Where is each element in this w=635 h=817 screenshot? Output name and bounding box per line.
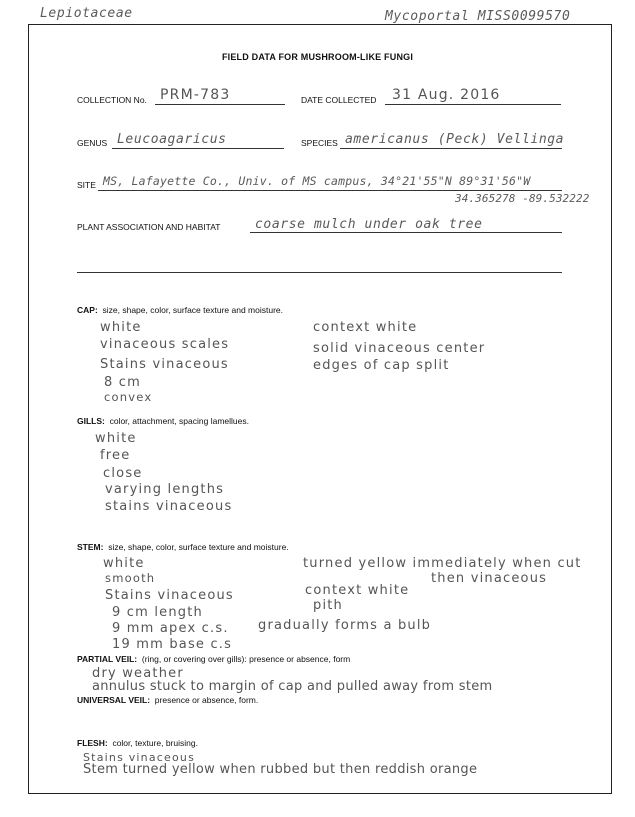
flesh-note: Stem turned yellow when rubbed but then reddish orange	[83, 762, 478, 777]
cap-note: 8 cm	[104, 375, 142, 390]
habitat-value[interactable]: coarse mulch under oak tree	[255, 217, 483, 232]
habitat-label: PLANT ASSOCIATION AND HABITAT	[77, 222, 221, 232]
cap-note: Stains vinaceous	[100, 357, 229, 372]
collection-value[interactable]: PRM-783	[160, 87, 231, 103]
habitat-line	[250, 232, 562, 233]
gills-note: free	[100, 448, 131, 463]
partial-veil-note: annulus stuck to margin of cap and pulled away from stem	[92, 679, 493, 694]
species-label: SPECIES	[301, 138, 338, 148]
stem-note: turned yellow immediately when cut	[303, 556, 582, 571]
species-line	[340, 148, 562, 149]
date-line	[385, 104, 561, 105]
stem-note: 9 cm length	[112, 605, 203, 620]
genus-line	[112, 148, 284, 149]
habitat-line-2	[77, 272, 562, 273]
flesh-note: Stains vinaceous	[83, 751, 196, 764]
genus-value[interactable]: Leucoagaricus	[117, 132, 227, 147]
stem-note: pith	[313, 598, 344, 613]
flesh-heading: FLESH: color, texture, bruising.	[77, 738, 198, 748]
site-line	[98, 190, 562, 191]
cap-note: context white	[313, 320, 418, 335]
cap-note: edges of cap split	[313, 358, 450, 373]
site-coords: 34.365278 -89.532222	[455, 192, 590, 205]
date-value[interactable]: 31 Aug. 2016	[392, 87, 501, 103]
stem-note: 19 mm base c.s	[112, 637, 233, 652]
gills-heading: GILLS: color, attachment, spacing lamellues.	[77, 416, 249, 426]
gills-note: white	[95, 431, 137, 446]
cap-note: white	[100, 320, 142, 335]
stem-heading: STEM: size, shape, color, surface texture and moisture.	[77, 542, 289, 552]
stem-note: white	[103, 556, 145, 571]
collection-line	[155, 104, 285, 105]
partial-veil-heading: PARTIAL VEIL: (ring, or covering over gills): presence or absence, form	[77, 654, 351, 664]
site-label: SITE	[77, 180, 96, 190]
gills-note: close	[103, 466, 143, 481]
cap-heading: CAP: size, shape, color, surface texture and moisture.	[77, 305, 283, 315]
partial-veil-note: dry weather	[92, 666, 184, 681]
gills-note: stains vinaceous	[105, 499, 233, 514]
stem-note: 9 mm apex c.s.	[112, 621, 229, 636]
stem-note: smooth	[105, 571, 156, 585]
collection-label: COLLECTION No.	[77, 95, 147, 105]
gills-note: varying lengths	[105, 482, 225, 497]
stem-note: gradually forms a bulb	[258, 618, 432, 633]
cap-note: solid vinaceous center	[313, 341, 486, 356]
date-label: DATE COLLECTED	[301, 95, 377, 105]
cap-note: vinaceous scales	[100, 337, 230, 352]
cap-note: convex	[104, 390, 153, 404]
family-annotation: Lepiotaceae	[40, 6, 133, 21]
stem-note: then vinaceous	[431, 571, 548, 586]
stem-note: context white	[305, 583, 410, 598]
catalog-annotation: Mycoportal MISS0099570	[385, 9, 571, 24]
species-value[interactable]: americanus (Peck) Vellinga	[345, 132, 565, 147]
universal-veil-heading: UNIVERSAL VEIL: presence or absence, form.	[77, 695, 259, 705]
stem-note: Stains vinaceous	[105, 588, 234, 603]
form-title: FIELD DATA FOR MUSHROOM-LIKE FUNGI	[221, 52, 414, 62]
genus-label: GENUS	[77, 138, 108, 148]
site-value[interactable]: MS, Lafayette Co., Univ. of MS campus, 34°21'55"N 89°31'56"W	[103, 174, 531, 188]
